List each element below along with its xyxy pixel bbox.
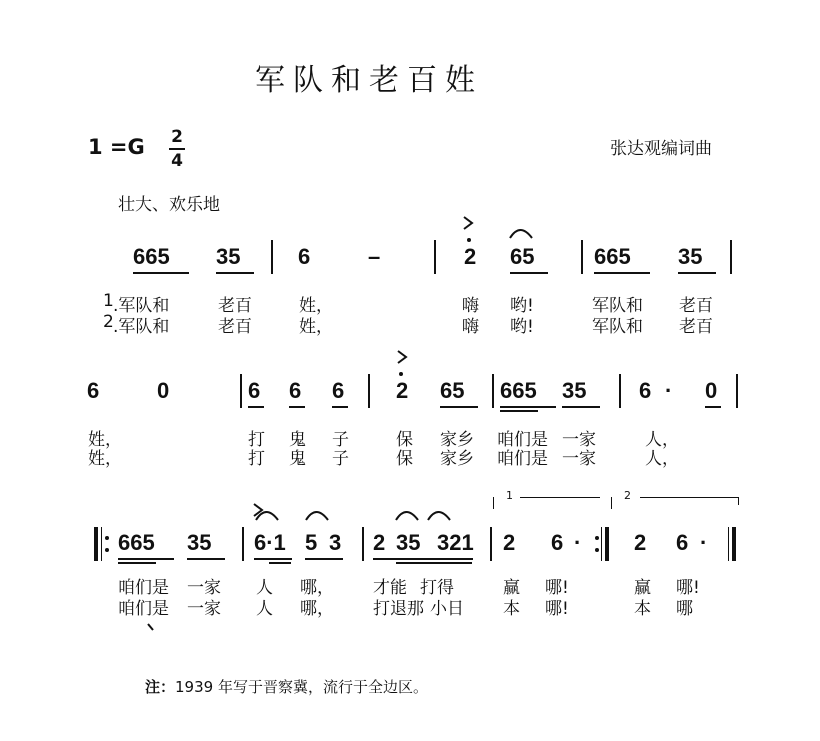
tick-mark [148,624,153,630]
note-group: 321 [437,530,474,555]
lyric: 嗨 [462,296,479,316]
lyric: 军队和 [592,317,643,337]
rest: 0 [157,378,170,403]
lyric: 人 [256,599,273,619]
tempo-marking: 壮大、欢乐地 [118,195,220,215]
footnote [145,676,428,697]
lyric: 家乡 [440,449,474,469]
note-group: 35 [187,530,212,555]
note: 3 [329,530,342,555]
verse-number: 2 [103,312,114,332]
note-group: 35 [678,244,703,269]
note-group: 665 [133,244,170,269]
dot: · [665,378,673,403]
slur [396,512,418,520]
dash: – [368,244,381,269]
lyric: 咱们是 [118,578,169,598]
lyric: 赢 [634,578,651,598]
note: 2 [634,530,647,555]
lyric: 姓， [88,430,122,450]
lyric: 哪! [676,578,700,598]
note-group: 665 [594,244,631,269]
lyric: 咱们是 [497,430,548,450]
time-signature-bottom: 4 [171,151,183,171]
lyric: 人， [645,430,679,450]
lyric: 军队和 [592,296,643,316]
note: 6 [332,378,345,403]
dot: · [574,530,582,555]
lyric: 老百 [679,296,713,316]
note: 2 [396,378,409,403]
lyric: 人 [256,578,273,598]
lyric: 姓， [299,317,333,337]
lyric: 打 [248,430,265,450]
lyric: .军队和 [113,296,170,316]
composer-credit: 张达观编词曲 [610,139,712,159]
lyric: 鬼 [289,430,306,450]
lyric: 一家 [187,578,221,598]
lyric: 保 [396,430,413,450]
lyric: 哪! [545,599,569,619]
note-group: 65 [510,244,535,269]
note: 2 [373,530,386,555]
lyric: 保 [396,449,413,469]
note: 6 [298,244,311,269]
accent-mark [464,217,472,229]
slur [428,512,450,520]
verse-number: 1 [103,291,114,311]
lyric: 一家 [562,430,596,450]
volta-2-number: 2 [624,489,631,502]
lyric: 老百 [679,317,713,337]
lyric: 姓， [88,449,122,469]
footnote-text: 1939 年写于晋察冀，流行于全边区。 [175,678,428,696]
note-group: 65 [440,378,465,403]
footnote-label: 注： [145,678,176,696]
time-signature-top: 2 [171,127,183,147]
note: 2 [464,244,477,269]
note: 5 [305,530,318,555]
note-group: 665 [500,378,537,403]
slur [306,512,328,520]
lyric: 鬼 [289,449,306,469]
lyric: .军队和 [113,317,170,337]
lyric: 打 [248,449,265,469]
lyric: 哟! [510,296,534,316]
lyric: 本 [634,599,651,619]
lyric: 一家 [562,449,596,469]
note: 6 [639,378,652,403]
lyric: 家乡 [440,430,474,450]
lyric: 哪， [300,599,334,619]
lyric: 咱们是 [497,449,548,469]
note-group: 35 [562,378,587,403]
lyric: 哟! [510,317,534,337]
lyric: 子 [332,449,349,469]
note-group: 35 [216,244,241,269]
note-group: 6·1 [254,530,286,555]
lyric: 子 [332,430,349,450]
lyric: 咱们是 [118,599,169,619]
lyric: 打退那 [373,599,424,619]
note: 6 [676,530,689,555]
note: 6 [551,530,564,555]
rest: 0 [705,378,718,403]
note: 6 [289,378,302,403]
note: 6 [248,378,261,403]
lyric: 哪 [676,599,693,619]
lyric: 人， [645,449,679,469]
slur [510,230,532,238]
lyric: 赢 [503,578,520,598]
lyric: 老百 [218,296,252,316]
lyric: 哪， [300,578,334,598]
note-group: 665 [118,530,155,555]
note-group: 35 [396,530,421,555]
accent-mark [398,351,406,363]
note: 6 [87,378,100,403]
song-title: 军队和老百姓 [255,63,483,98]
lyric: 才能 [373,578,407,598]
lyric: 一家 [187,599,221,619]
lyric: 小日 [430,599,464,619]
note: 2 [503,530,516,555]
lyric: 老百 [218,317,252,337]
lyric: 本 [503,599,520,619]
lyric: 嗨 [462,317,479,337]
key-signature: 1 =G [88,135,145,159]
lyric: 打得 [420,578,454,598]
volta-1-number: 1 [506,489,513,502]
dot: · [700,530,708,555]
lyric: 哪! [545,578,569,598]
lyric: 姓， [299,296,333,316]
